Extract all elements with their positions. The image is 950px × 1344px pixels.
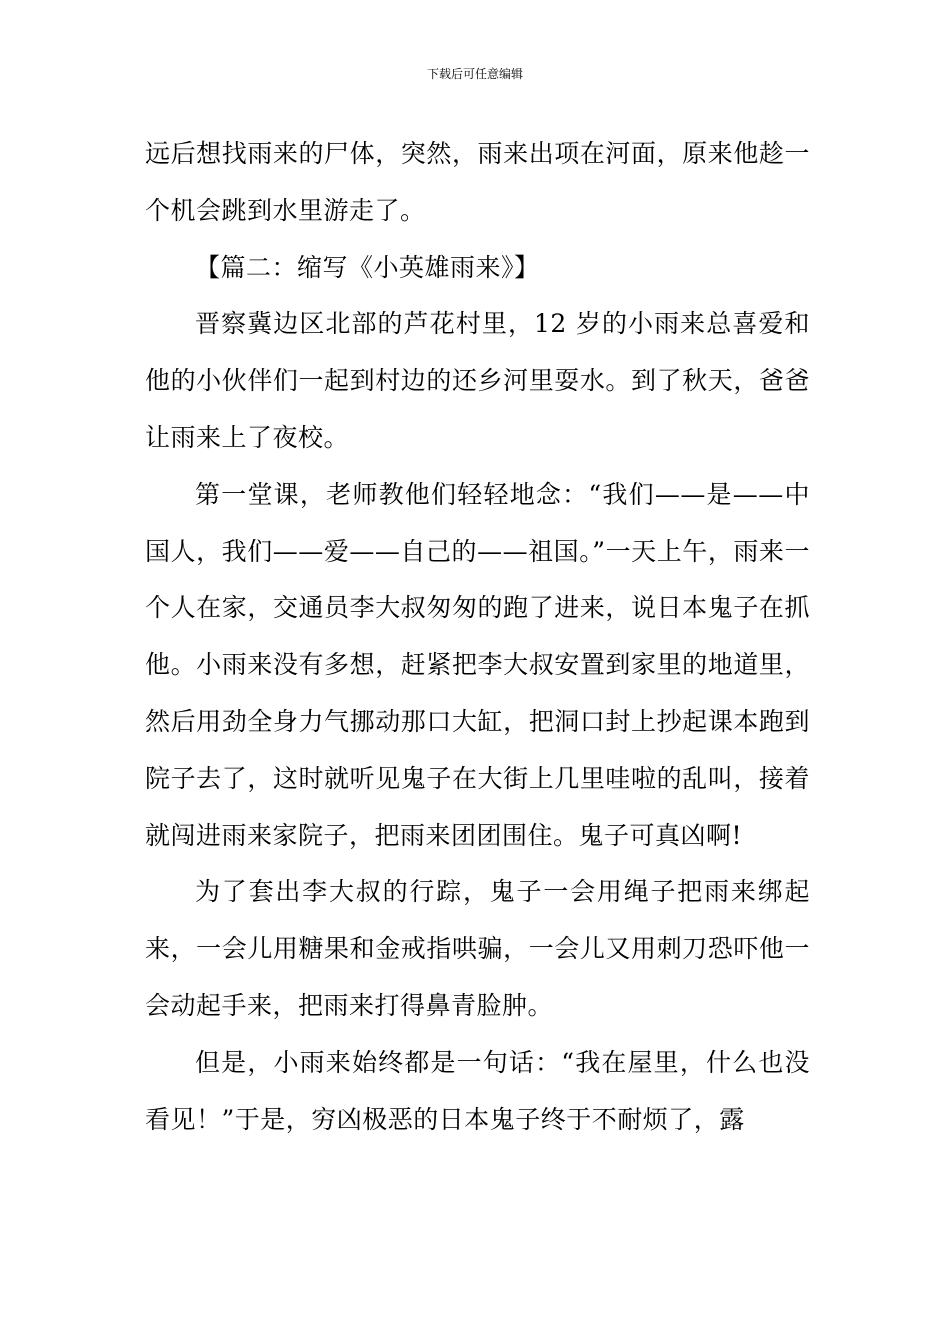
page-header: 下载后可任意编辑: [426, 67, 523, 81]
paragraph: 为了套出李大叔的行踪，鬼子一会用绳子把雨来绑起来，一会儿用糖果和金戒指哄骗，一会儿又用刺刀恐吓他一会动起手来，把雨来打得鼻青脸肿。: [145, 877, 810, 1020]
paragraph: 第一堂课，老师教他们轻轻地念：“我们——是——中国人，我们——爱——自己的——祖国。”一天上午，雨来一个人在家，交通员李大叔匆匆的跑了进来，说日本鬼子在抓他。小雨来没有多想，赶紧把李大叔安置到家里的地道里，然后用劲全身力气挪动那口大缸，把洞口封上抄起课本跑到院子去了，这时就听见鬼子在大街上几里哇啦的乱叫，接着就闯进雨来家院子，把雨来团团围住。鬼子可真凶啊!: [145, 479, 810, 850]
paragraph-continued: 远后想找雨来的尸体，突然，雨来出项在河面，原来他趁一个机会跳到水里游走了。: [145, 139, 810, 225]
paragraph: 但是，小雨来始终都是一句话：“我在屋里，什么也没看见！”于是，穷凶极恶的日本鬼子终于不耐烦了，露: [145, 1047, 810, 1134]
section-heading: 【篇二：缩写《小英雄雨来》】: [195, 252, 540, 282]
document-body: [145, 126, 810, 1148]
paragraph: 晋察冀边区北部的芦花村里，12 岁的小雨来总喜爱和他的小伙伴们一起到村边的还乡河里耍水。到了秋天，爸爸让雨来上了夜校。: [145, 309, 810, 452]
